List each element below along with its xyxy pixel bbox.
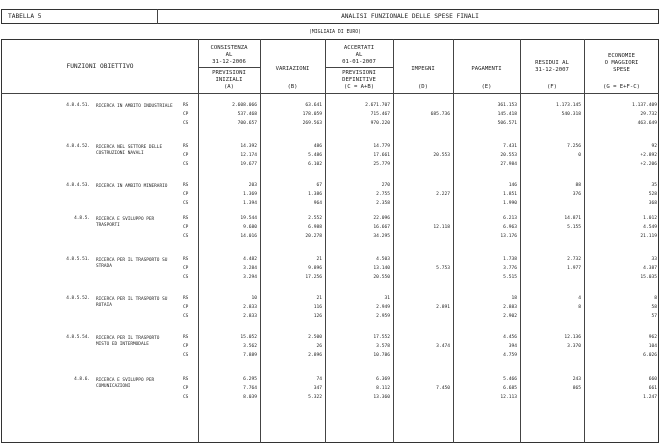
cell-g: 6.026 xyxy=(643,353,657,359)
cell-g: 33 xyxy=(651,257,657,262)
cell-f: 12.136 xyxy=(564,335,581,340)
header-bottom-rule xyxy=(1,93,659,94)
cell-e: 6.963 xyxy=(503,225,517,231)
cell-b: 5.322 xyxy=(308,395,322,401)
row-type: RS xyxy=(183,257,189,262)
cell-e: 2.902 xyxy=(503,314,517,320)
col-prev-iniz-3: (A) xyxy=(223,84,235,90)
col-prev-iniz-1: PREVISIONI xyxy=(212,70,246,76)
cell-a: 2.833 xyxy=(243,314,257,320)
row-type: RS xyxy=(183,216,189,221)
cell-b: 347 xyxy=(313,386,322,392)
row-type: CP xyxy=(183,266,189,272)
row-type: CS xyxy=(183,121,189,127)
cell-f: 4 xyxy=(578,296,581,301)
cell-a: 7.889 xyxy=(243,353,257,359)
cell-b: 1.386 xyxy=(308,192,322,198)
cell-b: 178.059 xyxy=(302,112,322,118)
cell-g: 368 xyxy=(648,201,657,207)
cell-g: +2.206 xyxy=(640,162,657,168)
cell-c: 2.358 xyxy=(376,201,390,207)
cell-b: 74 xyxy=(316,377,322,382)
cell-c: 31 xyxy=(384,296,390,301)
row-type: RS xyxy=(183,335,189,340)
cell-e: 506.571 xyxy=(497,121,517,127)
cell-a: 14.016 xyxy=(240,234,257,240)
row-type: CS xyxy=(183,162,189,168)
row-type: CS xyxy=(183,395,189,401)
col-accertati-3: 01-01-2007 xyxy=(342,59,376,65)
row-type: CS xyxy=(183,353,189,359)
cell-a: 2.608.066 xyxy=(232,103,257,108)
row-type: CP xyxy=(183,112,189,118)
cell-b: 116 xyxy=(313,305,322,311)
cell-d: 20.553 xyxy=(433,153,450,159)
col-economie-2: O MAGGIORI xyxy=(604,60,639,66)
cell-c: 8.112 xyxy=(376,386,390,392)
cell-f: 2.732 xyxy=(567,257,581,262)
cell-b: 9.896 xyxy=(308,266,322,272)
col-consistenza-1: CONSISTENZA xyxy=(210,45,248,51)
col-variazioni-code: (B) xyxy=(287,84,298,90)
cell-e: 1.851 xyxy=(503,192,517,198)
cell-a: 700.657 xyxy=(237,121,257,127)
cell-a: 7.764 xyxy=(243,386,257,392)
consistenza-split xyxy=(198,67,260,68)
cell-c: 970.220 xyxy=(370,121,390,127)
row-type: CS xyxy=(183,275,189,281)
cell-g: +2.892 xyxy=(640,153,657,159)
cell-b: 67 xyxy=(316,183,322,188)
cell-b: 20.278 xyxy=(305,234,322,240)
row-label: RICERCA E SVILUPPO PER TRASPORTI xyxy=(96,216,155,228)
cell-a: 1.369 xyxy=(243,192,257,198)
table-label: TABELLA 5 xyxy=(8,13,42,20)
cell-b: 269.563 xyxy=(302,121,322,127)
row-type: CP xyxy=(183,386,189,392)
row-type: CP xyxy=(183,153,189,159)
row-label: RICERCA NEL SETTORE DELLE COSTRUZIONI NAVALI xyxy=(96,144,163,156)
cell-b: 2.896 xyxy=(308,353,322,359)
cell-c: 17.661 xyxy=(373,153,390,159)
cell-g: 4.549 xyxy=(643,225,657,231)
accertati-split xyxy=(325,67,393,68)
cell-c: 13.140 xyxy=(373,266,390,272)
cell-g: 463.649 xyxy=(637,121,657,127)
col-accertati-2: AL xyxy=(355,52,363,58)
cell-c: 2.671.707 xyxy=(365,103,390,108)
row-type: CP xyxy=(183,225,189,231)
cell-d: 12.118 xyxy=(433,225,450,231)
cell-g: 660 xyxy=(648,377,657,382)
cell-g: 21.119 xyxy=(640,234,657,240)
cell-e: 146 xyxy=(508,183,517,188)
cell-c: 25.779 xyxy=(373,162,390,168)
cell-f: 1.173.145 xyxy=(556,103,581,108)
cell-g: 4.387 xyxy=(643,266,657,272)
row-type: RS xyxy=(183,296,189,301)
cell-c: 2.755 xyxy=(376,192,390,198)
cell-b: 2.552 xyxy=(308,216,322,221)
row-label: RICERCA PER IL TRASPORTO SU STRADA xyxy=(96,257,168,269)
cell-g: 661 xyxy=(648,386,657,392)
col-residui-2: 31-12-2007 xyxy=(535,67,569,73)
row-type: RS xyxy=(183,103,189,108)
col-prev-iniz-2: INIZIALI xyxy=(215,77,243,83)
col-divider xyxy=(520,39,521,443)
cell-e: 13.176 xyxy=(500,234,517,240)
row-type: CS xyxy=(183,234,189,240)
cell-f: 7.256 xyxy=(567,144,581,149)
cell-f: 243 xyxy=(572,377,581,382)
cell-a: 1.394 xyxy=(243,201,257,207)
cell-b: 26 xyxy=(316,344,322,350)
cell-g: 15.035 xyxy=(640,275,657,281)
col-consistenza-2: AL xyxy=(225,52,233,58)
cell-e: 12.113 xyxy=(500,395,517,401)
cell-e: 6.685 xyxy=(503,386,517,392)
col-consistenza-3: 31-12-2006 xyxy=(212,59,246,65)
cell-c: 16.667 xyxy=(373,225,390,231)
col-divider xyxy=(260,39,261,443)
cell-f: 88 xyxy=(575,183,581,188)
cell-d: 5.753 xyxy=(436,266,450,272)
cell-a: 3.294 xyxy=(243,275,257,281)
cell-b: 964 xyxy=(313,201,322,207)
row-type: RS xyxy=(183,144,189,149)
cell-e: 18 xyxy=(511,296,517,301)
cell-c: 2.949 xyxy=(376,305,390,311)
cell-a: 3.284 xyxy=(243,266,257,272)
row-code: 4.8.4.52. xyxy=(66,144,90,149)
cell-b: 6.102 xyxy=(308,162,322,168)
cell-b: 63.641 xyxy=(305,103,322,108)
cell-f: 14.871 xyxy=(564,216,581,221)
col-pagamenti-code: (E) xyxy=(481,84,492,90)
col-divider xyxy=(584,39,585,443)
cell-e: 7.431 xyxy=(503,144,517,149)
cell-a: 3.562 xyxy=(243,344,257,350)
row-code: 4.8.4.53. xyxy=(66,183,90,188)
cell-f: 0 xyxy=(578,153,581,159)
col-pagamenti: PAGAMENTI xyxy=(471,66,502,72)
col-prev-def-2: DEFINITIVE xyxy=(342,77,376,83)
cell-c: 10.786 xyxy=(373,353,390,359)
cell-b: 486 xyxy=(313,144,322,149)
cell-e: 20.553 xyxy=(500,153,517,159)
row-type: RS xyxy=(183,377,189,382)
cell-e: 145.418 xyxy=(497,112,517,118)
cell-c: 715.467 xyxy=(370,112,390,118)
cell-f: 540.318 xyxy=(561,112,581,118)
cell-g: 57 xyxy=(651,314,657,320)
cell-b: 126 xyxy=(313,314,322,320)
cell-d: 685.736 xyxy=(430,112,450,118)
cell-g: 1.247 xyxy=(643,395,657,401)
row-code: 4.8.4.51. xyxy=(66,103,90,108)
cell-a: 537.468 xyxy=(237,112,257,118)
cell-b: 5.486 xyxy=(308,153,322,159)
cell-c: 3.578 xyxy=(376,344,390,350)
cell-e: 4.759 xyxy=(503,353,517,359)
cell-e: 27.984 xyxy=(500,162,517,168)
cell-a: 4.482 xyxy=(243,257,257,262)
row-label: RICERCA PER IL TRASPORTO MISTO ED INTERMODALE xyxy=(96,335,160,347)
cell-a: 12.174 xyxy=(240,153,257,159)
cell-e: 6.213 xyxy=(503,216,517,221)
cell-d: 7.450 xyxy=(436,386,450,392)
cell-e: 394 xyxy=(508,344,517,350)
cell-d: 3.474 xyxy=(436,344,450,350)
cell-f: 376 xyxy=(572,192,581,198)
col-divider xyxy=(325,39,326,443)
cell-g: 1.137.409 xyxy=(632,103,657,108)
cell-e: 2.883 xyxy=(503,305,517,311)
col-prev-def-1: PREVISIONI xyxy=(342,70,376,76)
cell-g: 1.012 xyxy=(643,216,657,221)
cell-a: 15.052 xyxy=(240,335,257,340)
col-divider xyxy=(393,39,394,443)
cell-a: 6.295 xyxy=(243,377,257,382)
cell-a: 14.392 xyxy=(240,144,257,149)
cell-a: 19.677 xyxy=(240,162,257,168)
col-economie-3: SPESE xyxy=(613,67,630,73)
cell-c: 2.959 xyxy=(376,314,390,320)
col-residui-code: (F) xyxy=(546,84,558,90)
cell-f: 1.977 xyxy=(567,266,581,272)
cell-a: 8.039 xyxy=(243,395,257,401)
cell-b: 21 xyxy=(316,296,322,301)
cell-a: 9.680 xyxy=(243,225,257,231)
row-type: CP xyxy=(183,192,189,198)
cell-e: 1.990 xyxy=(503,201,517,207)
cell-f: 8 xyxy=(578,305,581,311)
col-funzioni: FUNZIONI OBIETTIVO xyxy=(66,63,134,70)
row-label: RICERCA IN AMBITO INDUSTRIALE xyxy=(96,103,173,109)
title-divider xyxy=(157,9,158,24)
col-variazioni: VARIAZIONI xyxy=(275,66,310,72)
cell-e: 5.515 xyxy=(503,275,517,281)
cell-c: 6.369 xyxy=(376,377,390,382)
row-code: 4.8.5.54. xyxy=(66,335,90,340)
col-divider xyxy=(453,39,454,443)
cell-e: 5.466 xyxy=(503,377,517,382)
col-residui-1: RESIDUI AL xyxy=(535,60,569,66)
col-divider xyxy=(198,39,199,443)
col-accertati-1: ACCERTATI xyxy=(343,45,375,51)
cell-a: 203 xyxy=(248,183,257,188)
col-impegni-code: (D) xyxy=(417,84,429,90)
row-label: RICERCA IN AMBITO MINERARIO xyxy=(96,183,168,189)
cell-c: 13.360 xyxy=(373,395,390,401)
col-economie-1: ECONOMIE xyxy=(608,53,635,59)
col-impegni: IMPEGNI xyxy=(411,66,435,72)
cell-a: 10 xyxy=(251,296,257,301)
cell-d: 2.227 xyxy=(436,192,450,198)
cell-b: 17.256 xyxy=(305,275,322,281)
cell-g: 104 xyxy=(648,344,657,350)
cell-a: 19.544 xyxy=(240,216,257,221)
report-title: ANALISI FUNZIONALE DELLE SPESE FINALI xyxy=(341,13,479,20)
cell-c: 22.096 xyxy=(373,216,390,221)
cell-c: 270 xyxy=(381,183,390,188)
cell-g: 92 xyxy=(651,144,657,149)
row-type: RS xyxy=(183,183,189,188)
cell-f: 3.370 xyxy=(567,344,581,350)
cell-c: 20.550 xyxy=(373,275,390,281)
cell-c: 34.295 xyxy=(373,234,390,240)
row-code: 4.8.5.51. xyxy=(66,257,90,262)
cell-c: 4.503 xyxy=(376,257,390,262)
cell-g: 58 xyxy=(651,305,657,311)
row-type: CS xyxy=(183,314,189,320)
cell-g: 528 xyxy=(648,192,657,198)
row-type: CS xyxy=(183,201,189,207)
cell-f: 865 xyxy=(572,386,581,392)
row-code: 4.8.6. xyxy=(74,377,90,382)
cell-e: 4.456 xyxy=(503,335,517,340)
row-code: 4.8.5.52. xyxy=(66,296,90,301)
cell-b: 21 xyxy=(316,257,322,262)
cell-g: 29.732 xyxy=(640,112,657,118)
row-type: CP xyxy=(183,344,189,350)
cell-g: 35 xyxy=(651,183,657,188)
row-type: CP xyxy=(183,305,189,311)
col-economie-code: (G = E+F-C) xyxy=(602,84,641,90)
cell-b: 6.988 xyxy=(308,225,322,231)
row-label: RICERCA PER IL TRASPORTO SU ROTAIA xyxy=(96,296,168,308)
unit-note: (MIGLIAIA DI EURO) xyxy=(309,30,361,35)
cell-e: 3.776 xyxy=(503,266,517,272)
col-prev-def-3: (C = A+B) xyxy=(343,84,375,90)
cell-c: 14.779 xyxy=(373,144,390,149)
row-code: 4.8.5. xyxy=(74,216,90,221)
cell-d: 2.891 xyxy=(436,305,450,311)
cell-e: 361.153 xyxy=(497,103,517,108)
cell-c: 17.552 xyxy=(373,335,390,340)
cell-f: 5.155 xyxy=(567,225,581,231)
row-label: RICERCA E SVILUPPO PER COMUNICAZIONI xyxy=(96,377,155,389)
cell-g: 962 xyxy=(648,335,657,340)
cell-a: 2.833 xyxy=(243,305,257,311)
cell-b: 2.500 xyxy=(308,335,322,340)
cell-g: 8 xyxy=(654,296,657,301)
cell-e: 1.738 xyxy=(503,257,517,262)
